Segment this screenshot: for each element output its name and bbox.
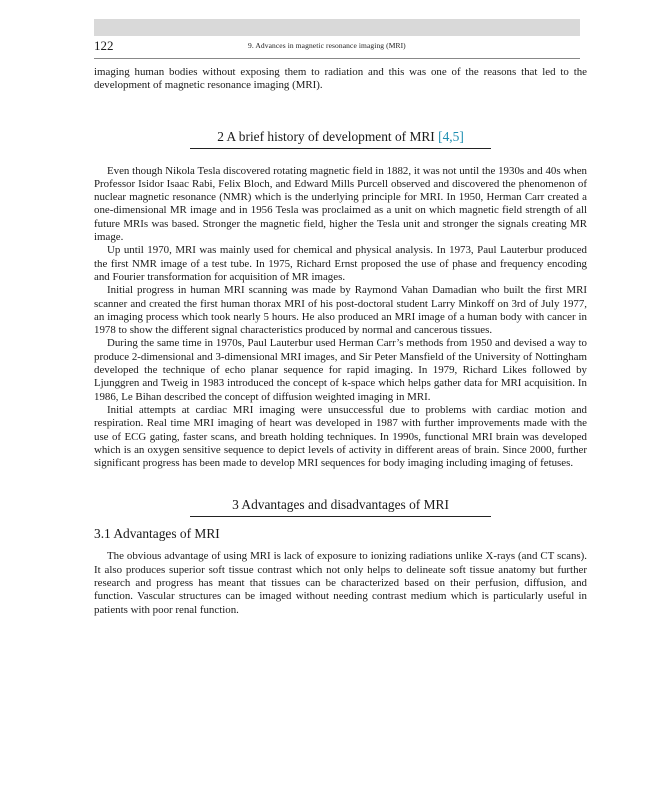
history-paragraph-1: Even though Nikola Tesla discovered rotating magnetic field in 1882, it was not until the 1930s and 40s when Professor Isidor Isaac Rabi, Felix Bloch, and Edward Mills Purcell observed and discovered the phenomenon of nuclear magnetic resonance (NMR) which is the underlying principle for MRI. In 1950, Herman Carr created a one-dimensional MR image and in 1956 Tesla was proclaimed as a unit on which magnetic field strength of all future MRIs was based. Stronger the magnetic field, higher the Tesla unit and stronger the signals creating MR image. (94, 164, 587, 244)
section-2-title: 2 A brief history of development of MRI (217, 128, 439, 144)
section-2-heading (190, 129, 491, 149)
intro-paragraph: imaging human bodies without exposing them to radiation and this was one of the reasons that led to the development of magnetic resonance imaging (MRI). (94, 66, 587, 92)
page-number: 122 (94, 38, 114, 53)
section-3-title: 3 Advantages and disadvantages of MRI (232, 497, 449, 513)
chapter-title: 9. Advances in magnetic resonance imaging (MRI) (248, 41, 406, 50)
advantages-paragraph: The obvious advantage of using MRI is lack of exposure to ionizing radiations unlike X-rays (and CT scans). It also produces superior soft tissue contrast which not only helps to delineate soft tissue anatomy but further research and progress has meant that tissues can be characterized based on their perfusion, diffusion, and function. Vascular structures can be imaged without needing contrast medium which is particularly useful in patients with poor renal function. (94, 550, 587, 616)
history-paragraph-2: Up until 1970, MRI was mainly used for chemical and physical analysis. In 1973, Paul Lauterbur produced the first NMR image of a test tube. In 1975, Richard Ernst proposed the use of phase and frequency encoding and Fourier transformation for acquisition of MR images. (94, 244, 587, 283)
section-3-heading (190, 497, 491, 517)
header-band (94, 19, 580, 36)
subsection-3-1-heading: 3.1 Advantages of MRI (94, 526, 220, 542)
history-paragraph-4: During the same time in 1970s, Paul Lauterbur used Herman Carr’s methods from 1950 and devised a way to produce 2-dimensional and 3-dimensional MRI images, and Sir Peter Mansfield of the University of Nottingham developed the technique of echo planar sequence for rapid imaging. In 1979, Richard Likes followed by Ljunggren and Tweig in 1983 introduced the concept of k-space which helps gather data for MRI acquisition. In 1986, Le Bihan described the concept of diffusion weighted imaging in MRI. (94, 337, 587, 403)
history-paragraph-5: Initial attempts at cardiac MRI imaging were unsuccessful due to problems with cardiac motion and respiration. Real time MRI imaging of heart was developed in 1987 with further improvements made with the use of ECG gating, faster scans, and breath holding techniques. In 1990s, functional MRI brain was developed which is an oxygen sensitive sequence to depict levels of activity in different areas of brain. Since 2000, further significant progress has been made to develop MRI sequences for body imaging including imaging of fetuses. (94, 403, 587, 470)
citation-link[interactable]: [4,5] (438, 128, 464, 144)
history-paragraph-3: Initial progress in human MRI scanning was made by Raymond Vahan Damadian who built the first MRI scanner and created the first human thorax MRI of his post-doctoral student Larry Minkoff on 3rd of July 1977, an imaging process which took nearly 5 hours. He also produced an MRI image of a human body with cancer in 1978 to show the different signal characteristics produced by normal and cancerous tissues. (94, 284, 587, 337)
page-body (94, 66, 587, 617)
running-head (94, 38, 580, 59)
